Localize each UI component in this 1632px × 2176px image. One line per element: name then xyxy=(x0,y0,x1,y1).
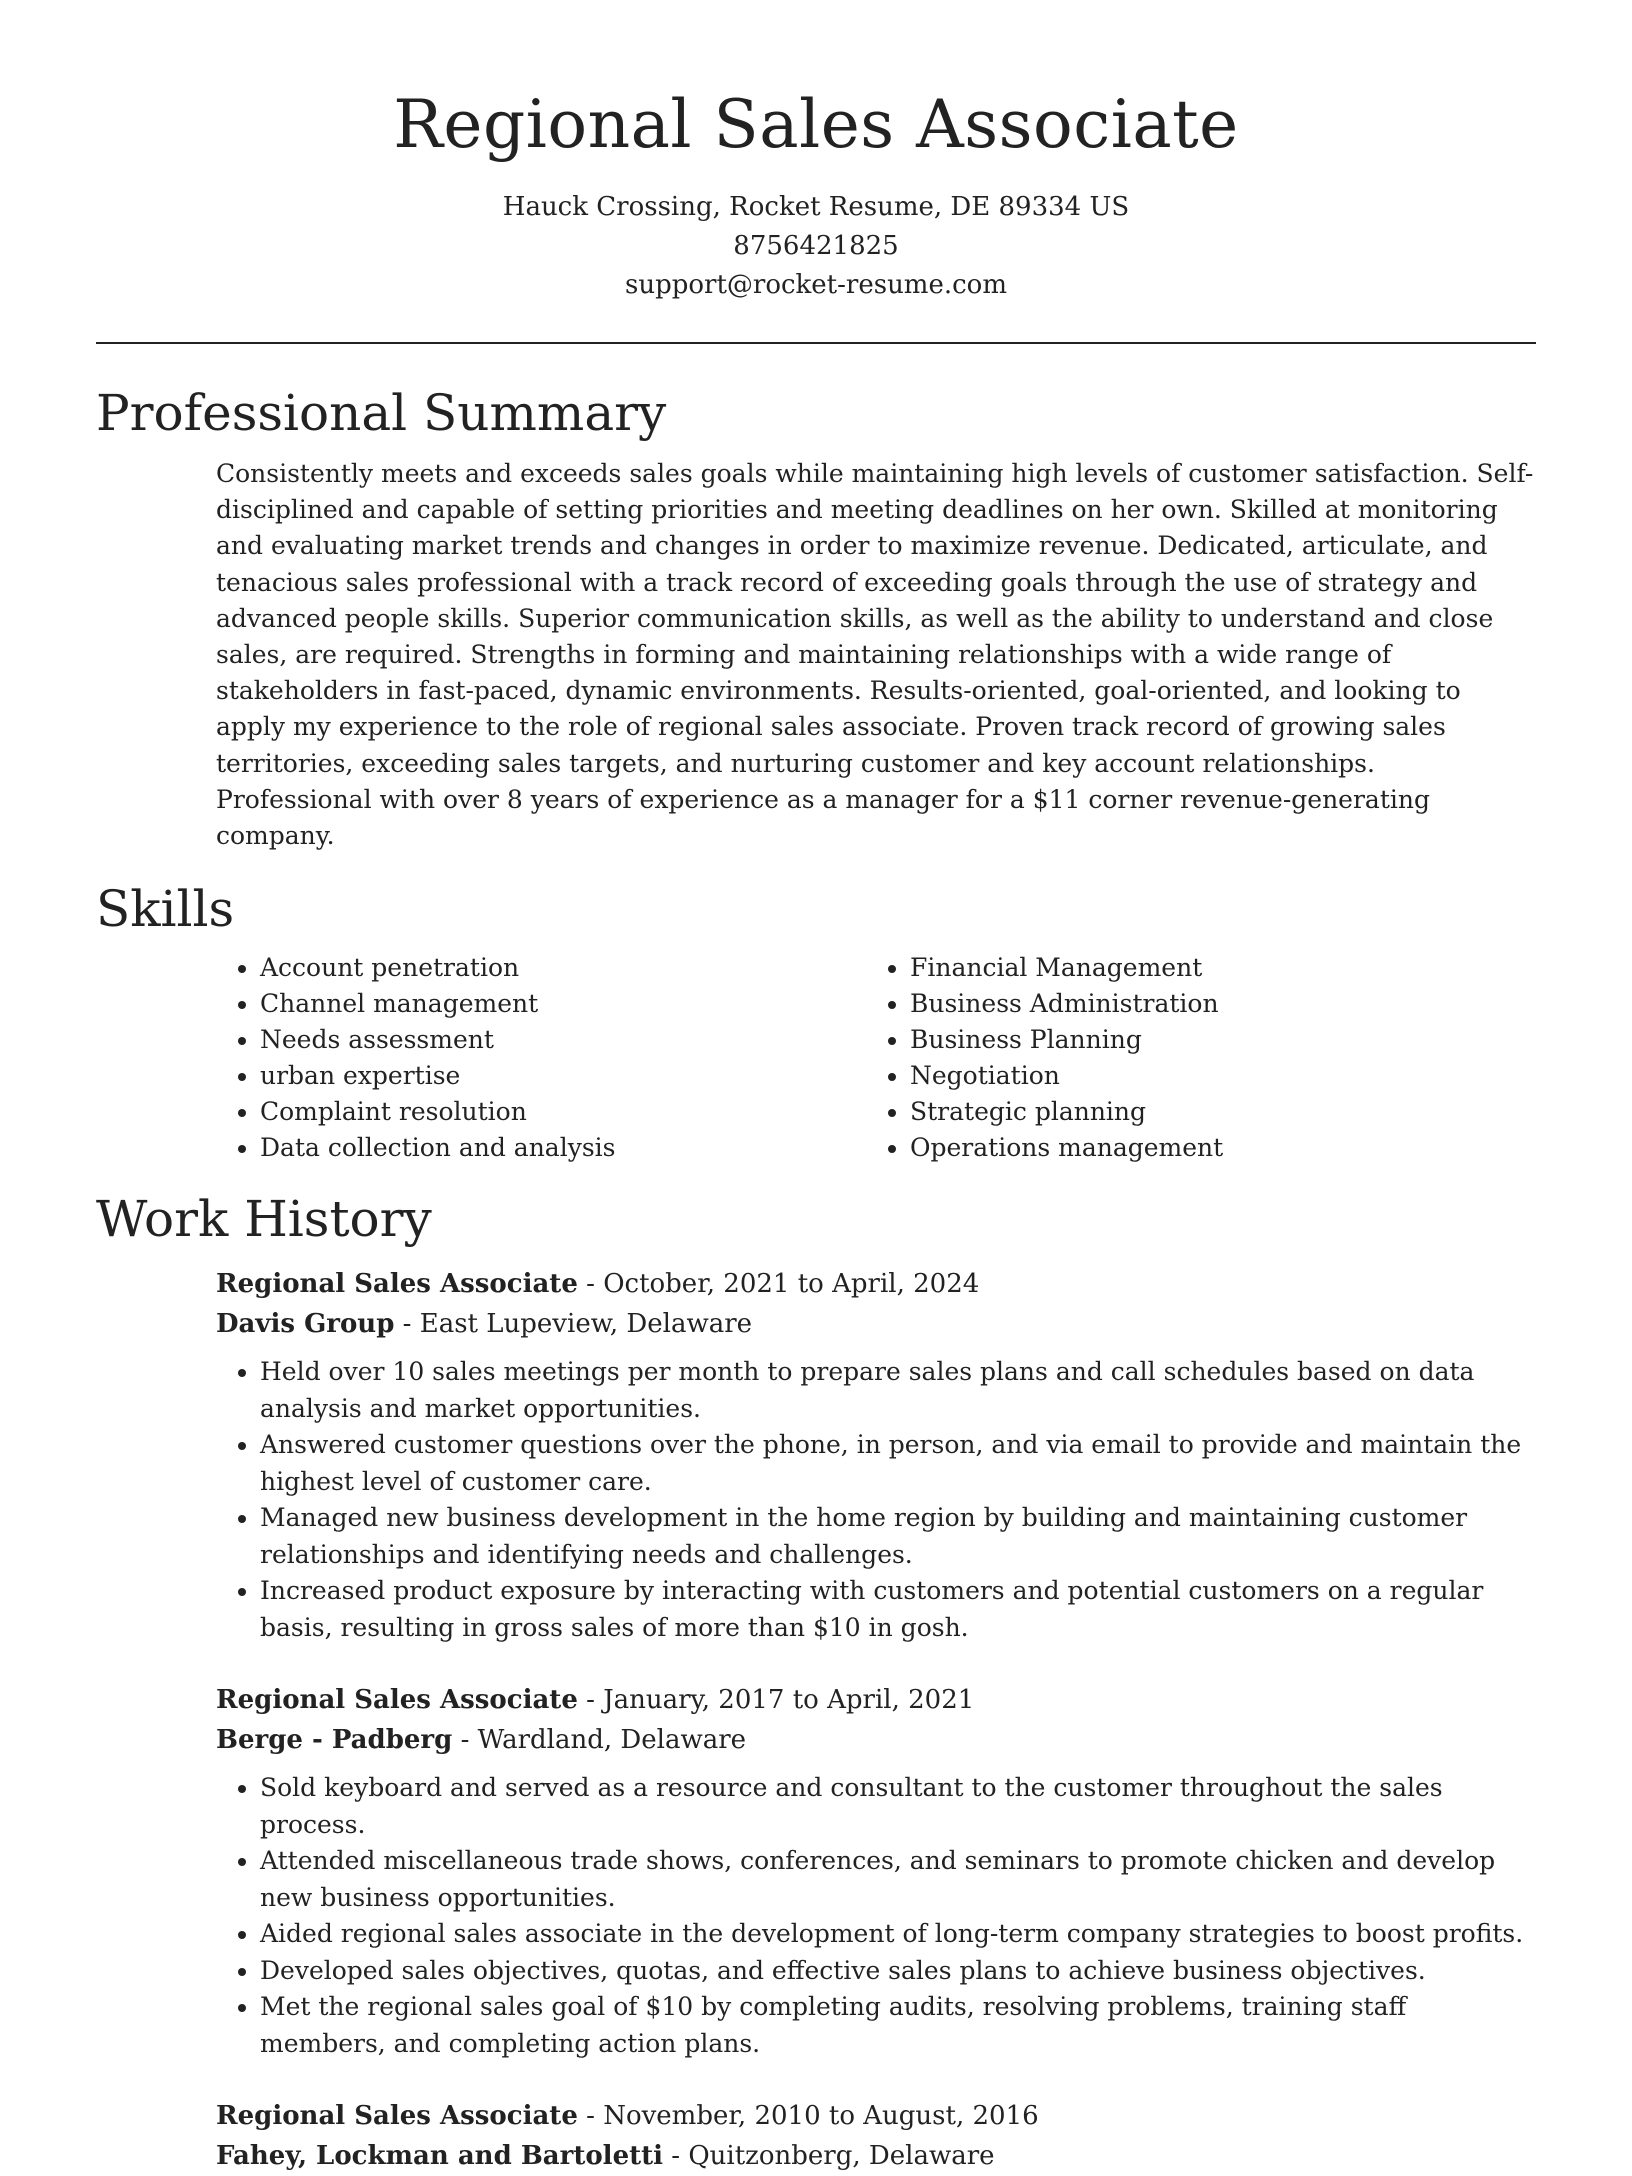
skill-item: • Data collection and analysis xyxy=(260,1130,866,1166)
job-location: East Lupeview, Delaware xyxy=(419,1309,753,1340)
skill-item: • Complaint resolution xyxy=(260,1094,866,1130)
resume-body xyxy=(96,380,1536,2176)
skill-item: • Financial Management xyxy=(910,950,1516,986)
skill-item: • urban expertise xyxy=(260,1058,866,1094)
job-role: Regional Sales Associate xyxy=(216,1269,578,1300)
job-dates: January, 2017 to April, 2021 xyxy=(603,1685,975,1716)
skill-item: • Negotiation xyxy=(910,1058,1516,1094)
job-bullets xyxy=(216,1770,1536,2062)
job-bullet: • Held over 10 sales meetings per month to prepare sales plans and call schedules based on data analysis and market opportunities. xyxy=(260,1354,1536,1427)
job-company-line: Berge - Padberg - Wardland, Delaware xyxy=(216,1725,747,1756)
job-bullet: • Attended miscellaneous trade shows, conferences, and seminars to promote chicken and develop new business opportunities. xyxy=(260,1843,1536,1916)
contact-info xyxy=(96,188,1536,305)
job-title-line: Regional Sales Associate - November, 2010 to August, 2016 xyxy=(216,2101,1039,2132)
skill-item: • Business Planning xyxy=(910,1022,1516,1058)
job-location: Wardland, Delaware xyxy=(477,1725,747,1756)
job-location: Quitzonberg, Delaware xyxy=(688,2141,995,2172)
summary-heading: Professional Summary xyxy=(96,384,667,442)
skill-item: • Strategic planning xyxy=(910,1094,1516,1130)
job-dates: November, 2010 to August, 2016 xyxy=(603,2101,1039,2132)
job-role: Regional Sales Associate xyxy=(216,1685,578,1716)
job-company: Berge - Padberg xyxy=(216,1725,453,1756)
job-company: Fahey, Lockman and Bartoletti xyxy=(216,2141,664,2172)
job-entry xyxy=(216,1680,1536,2062)
skills-list-left xyxy=(216,950,866,1166)
job-bullet: • Developed sales objectives, quotas, and effective sales plans to achieve business objectives. xyxy=(260,1953,1536,1990)
candidate-name: Regional Sales Associate xyxy=(393,86,1239,163)
job-title-line: Regional Sales Associate - October, 2021 to April, 2024 xyxy=(216,1269,980,1300)
skill-item: • Operations management xyxy=(910,1130,1516,1166)
skills-columns xyxy=(216,950,1536,1166)
job-bullet: • Met the regional sales goal of $10 by completing audits, resolving problems, training staff members, and completing action plans. xyxy=(260,1989,1536,2062)
contact-phone: 8756421825 xyxy=(733,231,899,261)
job-company-line: Davis Group - East Lupeview, Delaware xyxy=(216,1309,753,1340)
skill-item: • Channel management xyxy=(260,986,866,1022)
resume-header xyxy=(96,82,1536,305)
summary-section xyxy=(96,380,1536,854)
job-bullet: • Answered customer questions over the phone, in person, and via email to provide and maintain the highest level of customer care. xyxy=(260,1427,1536,1500)
skills-heading: Skills xyxy=(96,880,235,939)
job-bullet: • Increased product exposure by interacting with customers and potential customers on a regular basis, resulting in gross sales of more than $10 in gosh. xyxy=(260,1573,1536,1646)
contact-address: Hauck Crossing, Rocket Resume, DE 89334 US xyxy=(502,192,1130,222)
contact-email: support@rocket-resume.com xyxy=(624,270,1007,300)
job-dates: October, 2021 to April, 2024 xyxy=(603,1269,980,1300)
work-history-section xyxy=(96,1186,1536,2176)
job-bullets xyxy=(216,1354,1536,1646)
job-role: Regional Sales Associate xyxy=(216,2101,578,2132)
job-bullet: • Managed new business development in the home region by building and maintaining customer relationships and identifying needs and challenges. xyxy=(260,1500,1536,1573)
skill-item: • Business Administration xyxy=(910,986,1516,1022)
header-divider xyxy=(96,342,1536,344)
summary-text: Consistently meets and exceeds sales goals while maintaining high levels of customer satisfaction. Self-disciplined and capable of setting priorities and meeting deadlines on her own. Skilled at monitoring and evaluating market trends and changes in order to maximize revenue. Dedicated, articulate, and tenacious sales professional with a track record of exceeding goals through the use of strategy and advanced people skills. Superior communication skills, as well as the ability to understand and close sales, are required. Strengths in forming and maintaining relationships with a wide range of stakeholders in fast-paced, dynamic environments. Results-oriented, goal-oriented, and looking to apply my experience to the role of regional sales associate. Proven track record of growing sales territories, exceeding sales targets, and nurturing customer and key account relationships. Professional with over 8 years of experience as a manager for a $11 corner revenue-generating company. xyxy=(216,459,1534,851)
skill-item: • Needs assessment xyxy=(260,1022,866,1058)
job-entry xyxy=(216,2096,1536,2176)
skills-section xyxy=(96,876,1536,1166)
job-bullet: • Aided regional sales associate in the development of long-term company strategies to boost profits. xyxy=(260,1916,1536,1953)
work-history-heading: Work History xyxy=(96,1190,432,1249)
job-entry xyxy=(216,1264,1536,1646)
job-company: Davis Group xyxy=(216,1309,395,1340)
job-company-line: Fahey, Lockman and Bartoletti - Quitzonberg, Delaware xyxy=(216,2141,995,2172)
skills-list-right xyxy=(866,950,1516,1166)
job-title-line: Regional Sales Associate - January, 2017 to April, 2021 xyxy=(216,1685,975,1716)
job-bullet: • Sold keyboard and served as a resource and consultant to the customer throughout the sales process. xyxy=(260,1770,1536,1843)
skill-item: • Account penetration xyxy=(260,950,866,986)
